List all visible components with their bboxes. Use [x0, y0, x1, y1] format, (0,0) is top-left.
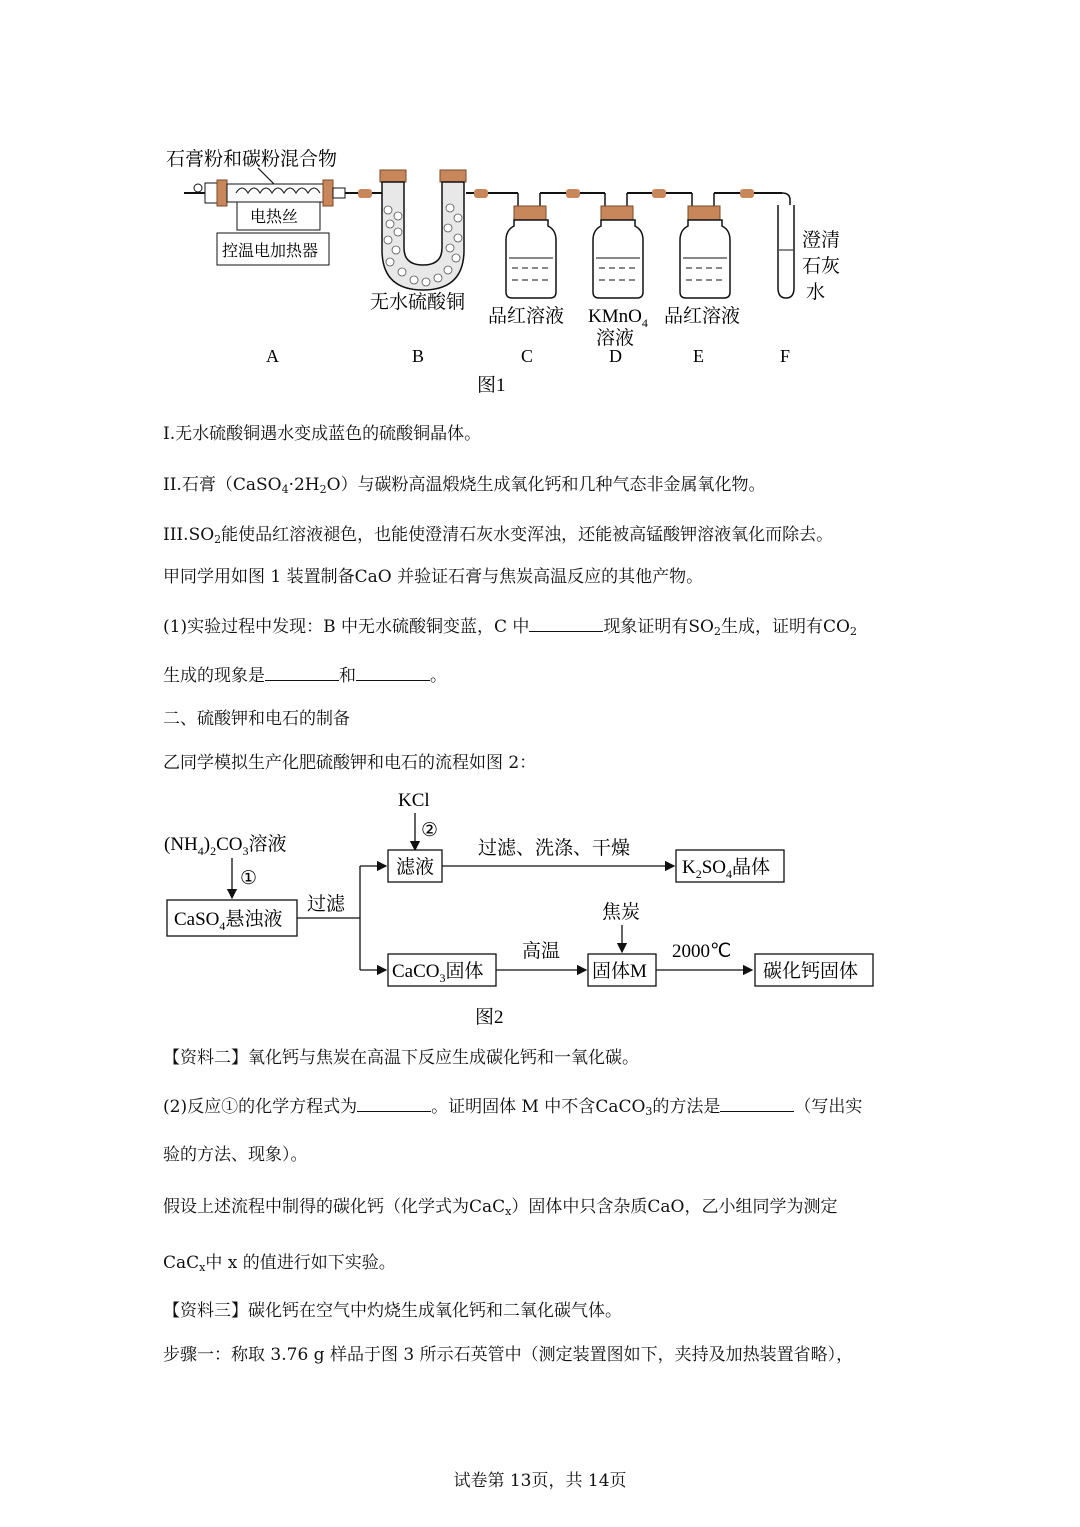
apparatus-e-bottle [680, 189, 782, 298]
letter-b: B [412, 346, 425, 366]
coke-label: 焦炭 [602, 902, 641, 923]
apparatus-b-u-tube [380, 170, 466, 290]
mix-label: 石膏粉和碳粉混合物 [166, 149, 338, 170]
intro-flow: 乙同学模拟生产化肥硫酸钾和电石的流程如图 2： [163, 753, 537, 773]
info-ii: II.石膏$(CaSO_4\cdot 2H_2O)$与碳粉高温煅烧生成氧化钙和几种气态非金属氧化物。 [163, 475, 766, 496]
reference-2: 【资料二】氧化钙与焦炭在高温下反应生成碳化钙和一氧化碳。 [163, 1048, 639, 1068]
carbide-label: 碳化钙固体 [763, 961, 859, 982]
d-label-line1: KMnO$_4$ [588, 306, 648, 330]
intro-experiment: 甲同学用如图 1 装置制备CaO 并验证石膏与焦炭高温反应的其他产物。 [163, 567, 704, 587]
k2so4-label: $K_2SO_4$晶体 [682, 857, 771, 881]
question-2-line2: 验的方法、现象）。 [163, 1145, 308, 1165]
letter-f: F [780, 346, 791, 366]
filtrate-label: 滤液 [396, 857, 435, 878]
answer-blank[interactable] [720, 1095, 794, 1112]
anhydrous-copper-label: 无水硫酸铜 [370, 292, 466, 313]
info-iii: $III.SO_2$能使品红溶液褪色，也能使澄清石灰水变浑浊，还能被高锰酸钾溶液氧化而除去。 [163, 525, 834, 546]
suspension-label: CaSO$_4$悬浊液 [174, 909, 283, 933]
temp-2000-label: 2000℃ [672, 941, 732, 962]
letter-c: C [521, 346, 534, 366]
heater-wire-label: 电热丝 [250, 209, 299, 226]
question-2-line1: (2)反应①的化学方程式为 。证明固体 M 中不含CaCO$_3$的方法是 （写出实 [163, 1097, 863, 1118]
c-label: 品红溶液 [488, 306, 565, 327]
filter-label: 过滤 [307, 894, 346, 915]
question-1-line2: 生成的现象是 和 。 [163, 666, 447, 686]
f-label-line2: 石灰 [802, 256, 841, 277]
figure-1-caption: 图1 [477, 375, 506, 396]
apparatus-d-bottle [593, 189, 692, 298]
f-label-line3: 水 [806, 282, 826, 303]
step-1-mark: ① [240, 868, 258, 889]
step-2-mark: ② [421, 820, 439, 841]
assumption-line1: 假设上述流程中制得的碳化钙（化学式为CaC$_x$）固体中只含杂质CaO，乙小组同学为测定 [163, 1197, 838, 1218]
caco3-label: CaCO$_3$固体 [392, 961, 484, 985]
letter-a: A [266, 346, 279, 366]
heater-box-label: 控温电加热器 [222, 243, 319, 260]
apparatus-a-tube [184, 180, 345, 265]
answer-blank[interactable] [529, 615, 603, 632]
f-label-line1: 澄清 [802, 230, 841, 251]
answer-blank[interactable] [357, 1095, 431, 1112]
wash-label: 过滤、洗涤、干燥 [478, 838, 631, 859]
answer-blank[interactable] [356, 664, 430, 681]
apparatus-f-test-tube [778, 193, 794, 298]
letter-e: E [693, 346, 704, 366]
question-1-line1: (1)实验过程中发现：B 中无水硫酸铜变蓝，C 中 现象证明有$SO_2$生成，证明有$CO_2$ [163, 617, 857, 638]
letter-d: D [609, 346, 622, 366]
apparatus-c-bottle [506, 189, 605, 298]
section-2-heading: 二、硫酸钾和电石的制备 [163, 709, 350, 729]
d-label-line2: 溶液 [596, 328, 635, 349]
kcl-label: KCl [398, 790, 430, 811]
answer-blank[interactable] [265, 664, 339, 681]
reference-3: 【资料三】碳化钙在空气中灼烧生成氧化钙和二氧化碳气体。 [163, 1301, 622, 1321]
high-temp-label: 高温 [522, 941, 561, 962]
figure-2-caption: 图2 [475, 1007, 504, 1028]
step-1-text: 步骤一：称取 3.76 g 样品于图 3 所示石英管中（测定装置图如下，夹持及加热装置省略）， [163, 1345, 854, 1365]
e-label: 品红溶液 [664, 306, 741, 327]
figure-2-flowchart [0, 780, 1080, 1040]
figure-1-apparatus [0, 0, 1080, 400]
assumption-line2: CaC$_x$中 x 的值进行如下实验。 [163, 1253, 396, 1274]
info-i: I.无水硫酸铜遇水变成蓝色的硫酸铜晶体。 [163, 424, 482, 444]
nh4co3-label: $(NH_4)_2CO_3$溶液 [164, 834, 287, 858]
page-footer: 试卷第 13页，共 14页 [453, 1471, 627, 1491]
solid-m-label: 固体M [592, 961, 647, 982]
